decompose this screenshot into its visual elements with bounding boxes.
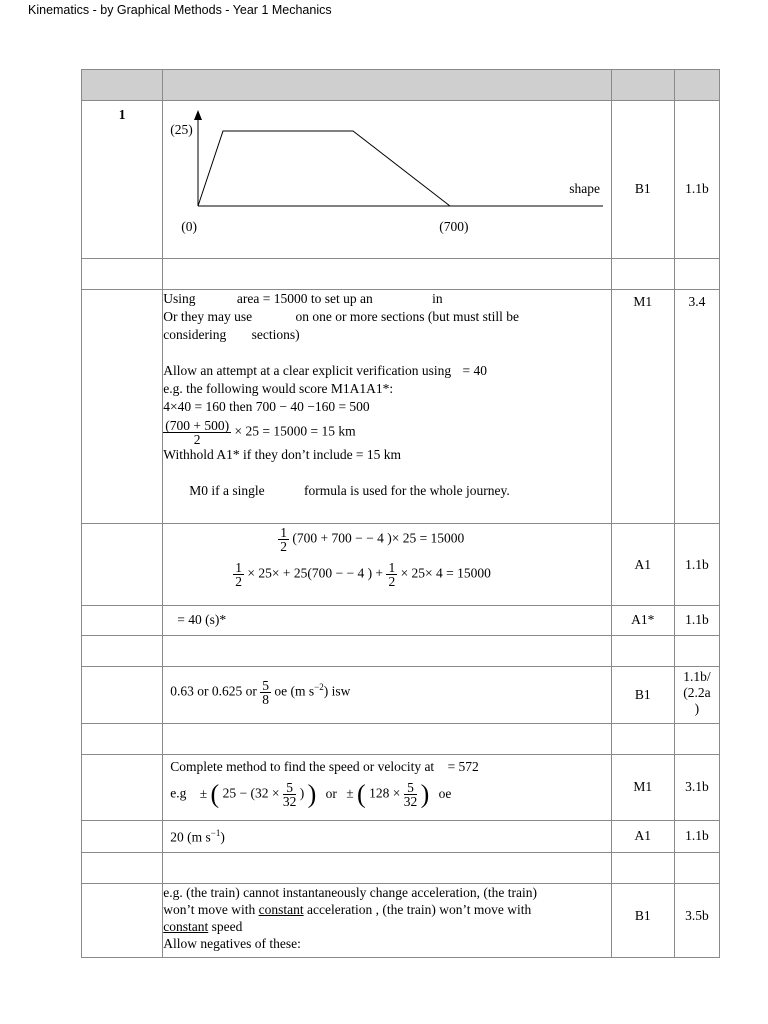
numerator: 1 [388,560,396,575]
method-text: oe [438,785,452,801]
notes-text: sections) [251,327,300,342]
ao-cell: 3.4 [674,290,719,524]
numerator: 1 [280,525,287,540]
question-number: 1 [82,101,163,259]
ao-text: 1.1b/ [683,669,711,684]
method-text: = 572 [447,759,479,774]
superscript: −2 [314,682,324,693]
graph-label-origin: (0) [181,219,197,234]
numerator: (700 + 500) [165,418,230,433]
table-row [82,821,720,853]
table-row [82,259,720,290]
modelling-criticism [163,884,611,958]
notes-text: formula is used for the whole journey. [304,483,510,498]
method-text: Complete method to find the speed or velocity at [170,759,435,774]
table-row [82,884,720,958]
mark-cell: A1* [611,606,674,636]
notes-text: area = 15000 to set up an [236,291,373,306]
notes-text: Or they may use [163,309,253,324]
answer-text: ) isw [323,683,351,699]
fraction [386,561,397,588]
numerator: 5 [262,678,269,693]
table-row [82,636,720,667]
document-header: Kinematics - by Graphical Methods - Year 1 Mechanics [28,3,332,17]
method-text: ± [199,785,208,801]
trapezium-line [198,131,450,206]
notes-text: speed [211,919,243,934]
equations-cell [163,524,611,606]
denominator: 32 [403,794,418,809]
method-text: e.g [170,785,187,801]
answer-shape: shape [569,181,600,196]
answer-text: ) [220,829,225,845]
mark-cell: M1 [611,755,674,821]
denominator: 2 [388,574,396,589]
calc-line: × 25 = 15000 = 15 km [234,423,356,439]
notes-text: on one or more sections (but must still be [295,309,519,324]
mark-cell: B1 [611,884,674,958]
denominator: 2 [235,574,242,589]
ao-cell: 1.1b [674,524,719,606]
numerator: 5 [283,781,297,795]
numerator: 5 [404,781,418,795]
superscript: −1 [210,828,221,838]
fraction [278,526,289,553]
table-row [82,290,720,524]
bracket-open: ( [210,779,220,809]
denominator: 32 [282,794,297,809]
mark-scheme-table [81,69,720,958]
calc-line: 4×40 = 160 then 700 − 40 −160 = 500 [163,399,370,414]
underlined-text: constant [163,919,209,934]
method-text: ± [346,785,354,801]
table-row [82,853,720,884]
denominator: 8 [262,692,269,707]
ao-cell: 1.1b [674,606,719,636]
method-notes [163,290,611,524]
mark-cell: B1 [611,667,674,724]
ao-text: ) [694,701,700,716]
speed-answer [163,821,611,853]
notes-text: Allow negatives of these: [163,936,301,951]
notes-text: in [432,291,443,306]
method-text: 128 × [369,785,401,801]
ao-cell: 1.1b [674,101,719,259]
notes-text: Allow an attempt at a clear explicit verification using [163,363,452,378]
method-text: 25 − (32 × [222,785,280,801]
graph-label-top: (25) [170,122,193,137]
method-text: ) [299,785,305,801]
ao-cell: 3.5b [674,884,719,958]
table-header-row [82,70,720,101]
graph-label-end: (700) [439,219,469,234]
ao-cell: 1.1b [674,821,719,853]
fraction [163,419,231,446]
velocity-method [163,755,611,821]
table-row [82,667,720,724]
answer-text: oe (m s [274,683,315,699]
equation-text: × 25× 4 = 15000 [400,565,491,581]
bracket-open: ( [357,779,366,809]
table-row [82,606,720,636]
equation-text: × 25× + 25(700 − − 4 ) + [247,565,384,581]
final-answer: = 40 (s)* [163,606,611,636]
notes-text: e.g. the following would score M1A1A1*: [163,381,394,396]
method-text: or [325,785,337,801]
notes-text: = 40 [462,363,488,378]
velocity-time-graph [163,101,603,251]
ao-text: (2.2a [683,685,711,700]
mark-cell: M1 [611,290,674,524]
ao-cell [674,667,719,724]
bracket-close: ) [420,779,430,809]
mark-cell: A1 [611,821,674,853]
denominator: 2 [280,539,287,554]
notes-text: e.g. (the train) cannot instantaneously change acceleration, (the train) [163,885,537,900]
bracket-close: ) [307,779,317,809]
table-row [82,101,720,259]
graph-cell [163,101,611,259]
numerator: 1 [235,560,242,575]
notes-text: acceleration , (the train) won’t move with [307,902,532,917]
notes-text: considering [163,327,227,342]
table-row [82,755,720,821]
notes-text: M0 if a single [189,483,265,498]
velocity-axis-arrow [194,110,202,120]
acceleration-answer [163,667,611,724]
notes-text: Using [163,291,196,306]
fraction [283,781,297,808]
answer-text: 0.63 or 0.625 or [170,683,257,699]
fraction [233,561,244,588]
mark-cell: B1 [611,101,674,259]
mark-cell: A1 [611,524,674,606]
notes-text: Withhold A1* if they don’t include = 15 km [163,447,402,462]
fraction [404,781,418,808]
answer-text: 20 (m s [170,829,211,845]
fraction [260,679,271,706]
table-row [82,524,720,606]
equation-text: (700 + 700 − − 4 )× 25 = 15000 [292,530,465,546]
ao-cell: 3.1b [674,755,719,821]
underlined-text: constant [258,902,304,917]
table-row [82,724,720,755]
notes-text: won’t move with [163,902,256,917]
denominator: 2 [193,432,201,447]
